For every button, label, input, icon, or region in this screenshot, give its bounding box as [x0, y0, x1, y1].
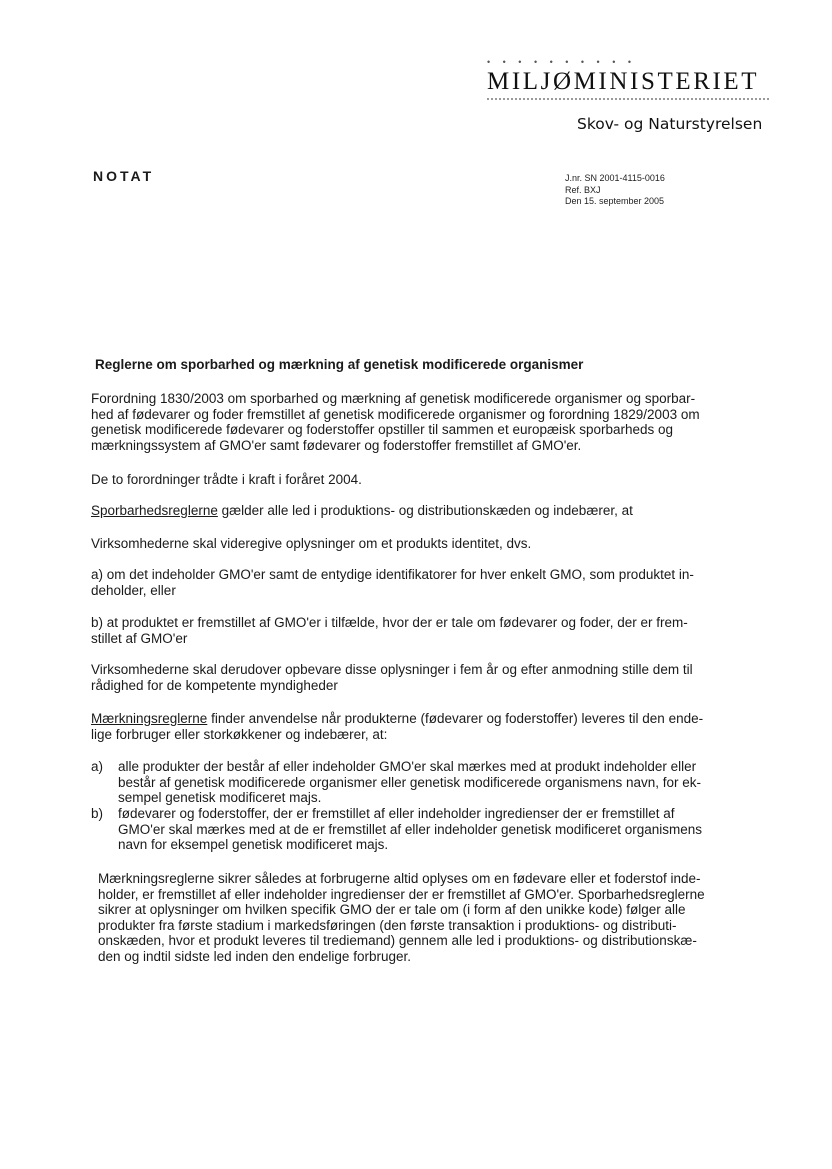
text-line: lige forbruger eller storkøkkener og indebærer, at:	[91, 726, 388, 742]
text-line: navn for eksempel genetisk modificeret majs.	[118, 837, 389, 852]
text-line: produkter fra første stadium i markedsføringen (den første transaktion i produktions- og distributi-	[98, 917, 677, 933]
text-line	[91, 711, 703, 727]
logo-underline	[487, 98, 769, 100]
text-line: genetisk modificerede fødevarer og foderstoffer opstiller til sammen et europæisk sporbarheds og	[91, 422, 674, 437]
paragraph-conclusion	[98, 871, 705, 964]
text-line: mærkningssystem af GMO'er samt fødevarer og foderstoffer fremstillet af GMO'er.	[91, 437, 582, 453]
text-line: alle produkter der består af eller indeholder GMO'er skal mærkes med at produkt indeholder eller	[118, 759, 697, 774]
reference-block	[565, 173, 665, 208]
text-line: består af genetisk modificerede organismer eller genetisk modificerede organismens navn, for ek-	[118, 774, 702, 790]
paragraph-traceability-rules	[91, 503, 633, 519]
text-line: hed af fødevarer og foder fremstillet af genetisk modificerede organismer og forordning 1829/2003 om	[91, 406, 700, 422]
text-line: onskæden, hvor et produkt leveres til trediemand) gennem alle led i produktions- og distributionskæ-	[98, 933, 697, 948]
text-line	[91, 503, 633, 519]
text-line: Mærkningsreglerne sikrer således at forbrugerne altid oplyses om en fødevare eller et foderstof inde-	[98, 871, 701, 886]
document-date: Den 15. september 2005	[565, 196, 665, 206]
agency-name: Skov- og Naturstyrelsen	[577, 115, 763, 133]
text-line: b) at produktet er fremstillet af GMO'er i tilfælde, hvor der er tale om fødevarer og foder, der er frem-	[91, 615, 688, 630]
text-line: rådighed for de kompetente myndigheder	[91, 677, 338, 693]
text-line: De to forordninger trådte i kraft i foråret 2004.	[91, 472, 362, 487]
text-line: sikrer at oplysninger om hvilken specifik GMO der er tale om (i form af den unikke kode) følger alle	[98, 902, 686, 917]
list-label-b: b)	[91, 806, 104, 821]
list-label-a: a)	[91, 759, 104, 774]
text-line: holder, er fremstillet af eller indeholder ingredienser der er fremstillet af GMO'er. Sporbarhedsreglerne	[98, 886, 705, 902]
reference-initials: Ref. BXJ	[565, 184, 601, 195]
paragraph-in-force	[91, 472, 362, 488]
paragraph-storage	[91, 662, 693, 693]
labelling-term: Mærkningsreglerne	[91, 711, 208, 726]
paragraph-labelling-rules	[91, 711, 703, 742]
list-item-a-traceability	[91, 567, 694, 598]
document-heading: Reglerne om sporbarhed og mærkning af genetisk modificerede organismer	[95, 357, 584, 372]
text-line: GMO'er skal mærkes med at de er fremstillet af eller indeholder genetisk modificeret organismens	[118, 821, 703, 837]
paragraph-companies	[91, 536, 531, 552]
ministry-logo: MILJØMINISTERIET	[487, 68, 760, 95]
document-type: NOTAT	[93, 168, 155, 184]
text-line: a) om det indeholder GMO'er samt de entydige identifikatorer for hver enkelt GMO, som produktet in-	[91, 567, 694, 582]
text-line: den og indtil sidste led inden den endelige forbruger.	[98, 948, 411, 964]
text-line: fødevarer og foderstoffer, der er fremstillet af eller indeholder ingredienser der er fremstillet af	[118, 806, 675, 821]
list-item-b-labelling	[118, 806, 702, 853]
paragraph-regulations	[91, 391, 700, 453]
text-line: Virksomhederne skal videregive oplysninger om et produkts identitet, dvs.	[91, 536, 532, 551]
journal-number: J.nr. SN 2001-4115-0016	[565, 173, 665, 183]
text-line: Forordning 1830/2003 om sporbarhed og mærkning af genetisk modificerede organismer og sporbar-	[91, 391, 696, 406]
logo-dots: • • • • • • • • • •	[487, 57, 637, 67]
traceability-text: gælder alle led i produktions- og distributionskæden og indebærer, at	[217, 503, 633, 518]
traceability-term: Sporbarhedsreglerne	[91, 503, 218, 518]
text-line: Virksomhederne skal derudover opbevare disse oplysninger i fem år og efter anmodning stille dem til	[91, 662, 693, 677]
text-line: stillet af GMO'er	[91, 630, 188, 646]
text-line: deholder, eller	[91, 582, 176, 598]
list-item-a-labelling	[118, 759, 701, 806]
list-item-b-traceability	[91, 615, 688, 646]
text-line: sempel genetisk modificeret majs.	[118, 790, 322, 805]
labelling-text: finder anvendelse når produkterne (fødevarer og foderstoffer) leveres til den ende-	[207, 711, 704, 726]
